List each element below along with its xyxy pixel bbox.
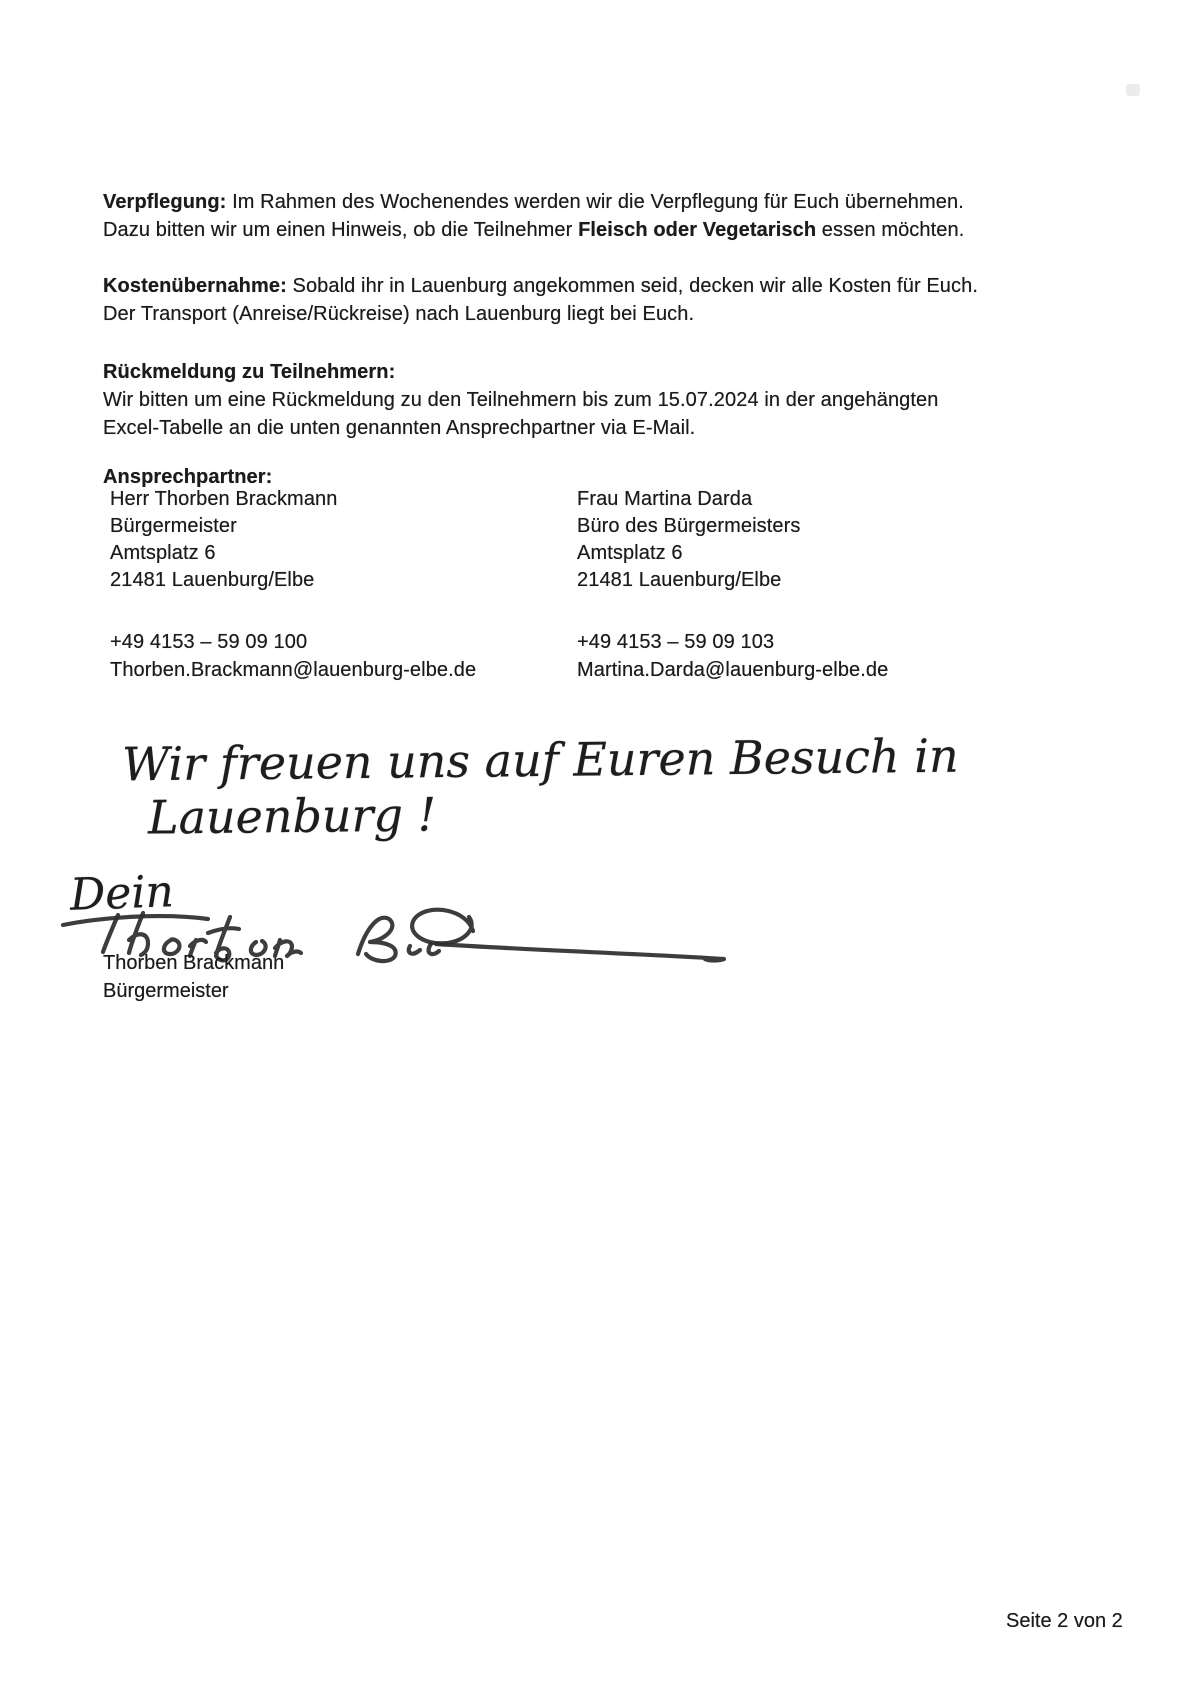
paragraph-line: Wir bitten um eine Rückmeldung zu den Teilnehmern bis zum 15.07.2024 in der angehängten (103, 389, 939, 411)
paragraph-kostenuebernahme (103, 272, 978, 328)
paragraph-verpflegung (103, 188, 964, 244)
paragraph-line: Excel-Tabelle an die unten genannten Ansprechpartner via E-Mail. (103, 417, 696, 439)
contact-city: 21481 Lauenburg/Elbe (577, 569, 782, 591)
paragraph-line: Der Transport (Anreise/Rückreise) nach Lauenburg liegt bei Euch. (103, 303, 695, 325)
contact-phone: +49 4153 – 59 09 103 (577, 631, 775, 653)
contact-phone: +49 4153 – 59 09 100 (110, 631, 308, 653)
handwritten-closing: Dein (69, 866, 175, 921)
paragraph-line: Kostenübernahme: Sobald ihr in Lauenburg angekommen seid, decken wir alle Kosten für Euch. (103, 275, 978, 297)
paragraph-line: Dazu bitten wir um einen Hinweis, ob die Teilnehmer Fleisch oder Vegetarisch essen möchten. (103, 219, 965, 241)
bold-label-kostenuebernahme: Kostenübernahme: (103, 275, 287, 297)
contact-email: Martina.Darda@lauenburg-elbe.de (577, 659, 889, 681)
paragraph-rueckmeldung (103, 358, 939, 442)
contact-street: Amtsplatz 6 (110, 542, 216, 564)
handwritten-note-line-1: Wir freuen uns auf Euren Besuch in (121, 728, 959, 792)
scan-artifact (1126, 84, 1140, 96)
page-number: Seite 2 von 2 (1006, 1610, 1123, 1632)
contact-street: Amtsplatz 6 (577, 542, 683, 564)
contact-role: Bürgermeister (110, 515, 237, 537)
bold-label-verpflegung: Verpflegung: (103, 191, 227, 213)
contact-city: 21481 Lauenburg/Elbe (110, 569, 315, 591)
handwritten-note-line-2: Lauenburg ! (147, 787, 437, 845)
contact-name: Herr Thorben Brackmann (110, 488, 338, 510)
heading-ansprechpartner: Ansprechpartner: (103, 466, 273, 488)
contact-card-right (577, 486, 888, 684)
contact-role: Büro des Bürgermeisters (577, 515, 801, 537)
heading-rueckmeldung: Rückmeldung zu Teilnehmern: (103, 361, 396, 383)
signature-role: Bürgermeister (103, 980, 229, 1002)
signature-name: Thorben Brackmann (103, 952, 285, 974)
contact-email: Thorben.Brackmann@lauenburg-elbe.de (110, 659, 477, 681)
paragraph-line: Verpflegung: Im Rahmen des Wochenendes werden wir die Verpflegung für Euch übernehmen. (103, 191, 964, 213)
bold-phrase-fleisch-vegetarisch: Fleisch oder Vegetarisch (578, 219, 817, 241)
contact-name: Frau Martina Darda (577, 488, 753, 510)
contact-card-left (110, 486, 476, 684)
typed-signature-block (103, 949, 284, 1005)
